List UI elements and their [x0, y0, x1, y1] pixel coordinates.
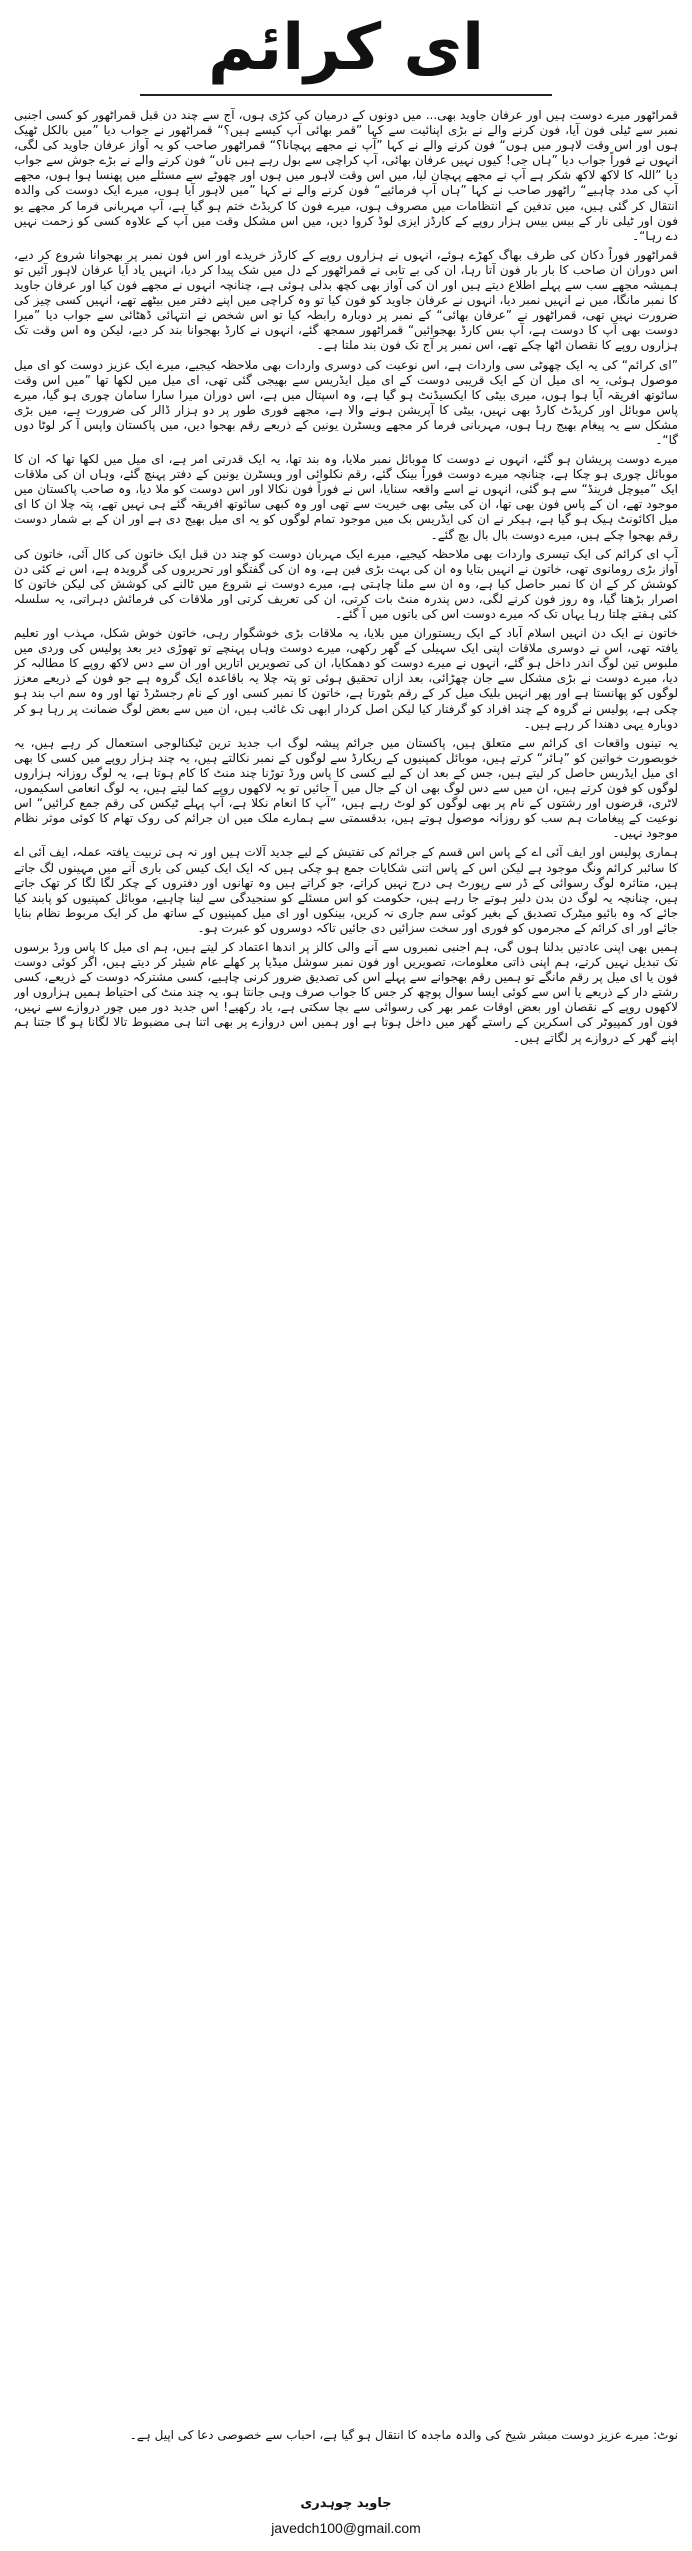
article-paragraph: میرے دوست پریشان ہو گئے، انہوں نے دوست کا موبائل نمبر ملایا، وہ بند تھا، یہ ایک قدرتی امر ہے، ای میل میں لکھا تھا کہ ان کا موبائل چوری ہو چکا ہے، چنانچہ میرے دوست فوراً بینک گئے، رقم نکلوائی اور ویسٹرن یونین کے دفتر پہنچ گئے، وہاں ان کی ملاقات ایک ”میوچل فرینڈ“ سے ہو گئی، انہوں نے اسے واقعہ سنایا، اس نے فوراً فون نکالا اور اس دوست کو ملا دیا، وہ صاحب پاکستان میں موجود تھے، ان کے پاس فون بھی تھا، ان کی بیٹی بھی خیریت سے تھی اور وہ کبھی سائوتھ افریقہ گئے ہی نہیں تھے، پتہ چلا ان کا ای میل اکائونٹ ہیک ہو گیا ہے، ہیکر نے ان کی ایڈریس بک میں موجود تمام لوگوں کو یہ ای میل بھیج دی ہے اور ان کے بے شمار دوست رقم بھجوا چکے ہیں، میرے دوست بال بال بچ گئے۔: [14, 452, 678, 542]
article-paragraph: ”ای کرائم“ کی یہ ایک چھوٹی سی واردات ہے، اس نوعیت کی دوسری واردات بھی ملاحظہ کیجیے، میرے ایک عزیز دوست کو ای میل موصول ہوئی، یہ ای میل ان کے ایک قریبی دوست کے ای میل ایڈریس سے بھیجی گئی تھی، ای میل میں لکھا تھا ”میں اس وقت سائوتھ افریقہ آیا ہوا ہوں، میری بیٹی کا ایکسیڈنٹ ہو گیا ہے، وہ اسپتال میں ہے، اس دوران میرا سارا سامان چوری ہو گیا، میرے پاس موبائل اور کریڈٹ کارڈ بھی نہیں، بیٹی کا آپریشن ہونے والا ہے، مجھے فوری طور پر دو ہزار ڈالر کی ضرورت ہے، میں بڑی مشکل سے یہ پیغام بھیج رہا ہوں، مہربانی فرما کر مجھے ویسٹرن یونین کے ذریعے رقم بھجوا دیں، میں پاکستان واپس آ کر لوٹا دوں گا“۔: [14, 357, 678, 447]
footer-note: نوٹ: میرے عزیز دوست مبشر شیخ کی والدہ ماجدہ کا انتقال ہو گیا ہے، احباب سے خصوصی دعا کی اپیل ہے۔: [129, 2428, 678, 2442]
article-paragraph: ہمیں بھی اپنی عادتیں بدلنا ہوں گی، ہم اجنبی نمبروں سے آنے والی کالز پر اندھا اعتماد کر لیتے ہیں، ہم ای میل کا پاس ورڈ برسوں تک تبدیل نہیں کرتے، ہم اپنی ذاتی معلومات، تصویریں اور فون نمبر سوشل میڈیا پر کھلے عام شیئر کر دیتے ہیں، اگر کوئی دوست فون یا ای میل پر رقم مانگے تو ہمیں رقم بھجوانے سے پہلے اس کی تصدیق ضرور کرنی چاہیے، کسی مشترکہ دوست کے ذریعے، کسی رشتے دار کے ذریعے یا اس سے کوئی ایسا سوال پوچھ کر جس کا جواب صرف وہی جانتا ہو، یہ چند منٹ کی احتیاط ہمیں ہزاروں اور لاکھوں روپے کے نقصان اور بعض اوقات عمر بھر کی رسوائی سے بچا سکتی ہے، یاد رکھیے! اس جدید دور میں چور دروازے سے نہیں، فون اور کمپیوٹر کی اسکرین کے راستے گھر میں داخل ہوتا ہے اور ہمیں اس دروازے پر بھی اتنا ہی مضبوط تالا لگانا ہو گا جتنا ہم اپنے گھر کے دروازے پر لگاتے ہیں۔: [14, 939, 678, 1045]
article-paragraph: خاتون نے ایک دن انہیں اسلام آباد کے ایک ریستوران میں بلایا، یہ ملاقات بڑی خوشگوار رہی، خاتون خوش شکل، مہذب اور تعلیم یافتہ تھی، اس نے دوسری ملاقات اپنی ایک سہیلی کے گھر رکھی، میرے دوست وہاں پہنچے تو تھوڑی دیر بعد پولیس کی وردی میں ملبوس تین لوگ اندر داخل ہو گئے، انہوں نے میرے دوست کو دھمکایا، ان کی تصویریں اتاریں اور ان سے دس لاکھ روپے کا مطالبہ کر دیا، میرے دوست نے بڑی مشکل سے جان چھڑائی، بعد ازاں تحقیق ہوئی تو پتہ چلا یہ باقاعدہ ایک گروہ ہے جو فون کے ذریعے معزز لوگوں کو پھانستا ہے اور پھر انہیں بلیک میل کر کے رقم بٹورتا ہے، خاتون کا نمبر کسی اور کے نام رجسٹرڈ تھا اور وہ سم اب بند ہو چکی ہے، پولیس نے گروہ کے چند افراد کو گرفتار کیا لیکن اصل کردار ابھی تک غائب ہیں، ان میں سے بعض لوگ ضمانت پر رہا ہو کر دوبارہ یہی دھندا کر رہے ہیں۔: [14, 626, 678, 731]
article-body: [14, 108, 678, 2418]
article-paragraph: قمراٹھور فوراً دکان کی طرف بھاگ کھڑے ہوئے، انہوں نے ہزاروں روپے کے کارڈز خریدے اور اس فون نمبر پر بھجوانا شروع کر دیے، اس دوران ان صاحب کا بار بار فون آتا رہا، ان کی بے تابی نے قمراٹھور کے دل میں شک پیدا کر دیا، انہیں یاد آیا عرفان لاہور آئیں تو ہمیشہ مجھے سب سے پہلے اطلاع دیتے ہیں اور ان کی آواز بھی کچھ بدلی ہوئی ہے، چنانچہ انہوں نے مجھے فون کیا اور عرفان جاوید کا نمبر مانگا، میں نے انہیں نمبر دیا، انہوں نے عرفان جاوید کو فون کیا تو وہ کراچی میں اپنے دفتر میں بیٹھے تھے، انہیں کسی چیز کی ضرورت نہیں تھی، قمراٹھور نے ”عرفان بھائی“ کے نمبر پر دوبارہ رابطہ کیا تو اس شخص نے انتہائی ڈھٹائی سے جواب دیا ”میرا دوست بھی آپ کا دوست ہے، آپ بس کارڈ بھجوائیں“ قمراٹھور سمجھ گئے، انہوں نے کارڈ بھجوانا بند کر دیے، لیکن وہ اس وقت تک ہزاروں روپے کا نقصان اٹھا چکے تھے، اس نمبر پر آج تک فون بند ملتا ہے۔: [14, 247, 678, 353]
title-underline: [140, 94, 552, 96]
column-header: [0, 0, 692, 98]
author-email[interactable]: javedch100@gmail.com: [271, 2520, 421, 2536]
article-paragraph: ہماری پولیس اور ایف آئی اے کے پاس اس قسم کے جرائم کی تفتیش کے لیے جدید آلات ہیں اور نہ ہی تربیت یافتہ عملہ، ایف آئی اے کا سائبر کرائم ونگ موجود ہے لیکن اس کے پاس اتنی شکایات جمع ہو چکی ہیں کہ ایک ایک کیس کی باری آنے میں مہینوں لگ جاتے ہیں، متاثرہ لوگ رسوائی کے ڈر سے رپورٹ ہی درج نہیں کراتے، جو کراتے ہیں وہ تھانوں اور دفتروں کے چکر لگا لگا کر تھک جاتے ہیں، چنانچہ یہ لوگ دن بدن دلیر ہوتے جا رہے ہیں، حکومت کو اس مسئلے کو سنجیدگی سے لینا چاہیے، موبائل کمپنیوں کو پابند کیا جائے کہ وہ بائیو میٹرک تصدیق کے بغیر کوئی سم جاری نہ کریں، بینکوں اور ای میل کمپنیوں کے ساتھ مل کر ایک مربوط نظام بنایا جائے اور ای کرائم کے مجرموں کو فوری اور سخت سزائیں دی جائیں تاکہ دوسروں کو عبرت ہو۔: [14, 845, 678, 935]
article-paragraph: آپ ای کرائم کی ایک تیسری واردات بھی ملاحظہ کیجیے، میرے ایک مہربان دوست کو چند دن قبل ایک خاتون کی کال آئی، خاتون کی آواز بڑی رومانوی تھی، خاتون نے انہیں بتایا وہ ان کی بہت بڑی فین ہے، وہ ان کی گفتگو اور تحریروں کی گرویدہ ہے، اس نے کئی دن کوشش کر کے ان کا نمبر حاصل کیا ہے، وہ ان سے ملنا چاہتی ہے، میرے دوست نے شروع میں ٹالنے کی کوشش کی لیکن خاتون کا اصرار بڑھتا گیا، وہ روز فون کرنے لگی، دس پندرہ منٹ بات کرتی، ان کی تعریف کرتی اور ملاقات کی فرمائش دہراتی، یہ سلسلہ کئی ہفتے چلتا رہا یہاں تک کہ میرے دوست اس کی باتوں میں آ گئے۔: [14, 546, 678, 621]
author-name: جاوید چوہدری: [300, 2496, 392, 2511]
column-title: ای کرائم: [207, 11, 485, 85]
article-paragraph: قمراٹھور میرے دوست ہیں اور عرفان جاوید بھی... میں دونوں کے درمیان کی کڑی ہوں، آج سے چند دن قبل قمراٹھور کو کسی اجنبی نمبر سے ٹیلی فون آیا، فون کرنے والے نے بڑی اپنائیت سے کہا ”قمر بھائی آپ کیسے ہیں؟“ قمراٹھور نے جواب دیا ”میں بالکل ٹھیک ہوں اور اس وقت لاہور میں ہوں“ فون کرنے والے نے کہا ”آپ نے مجھے پہچانا؟“ قمراٹھور صاحب کو یہ آواز عرفان جاوید کی لگی، انہوں نے فوراً جواب دیا ”ہاں جی! کیوں نہیں عرفان بھائی، آپ کراچی سے بول رہے ہیں ناں“ فون کرنے والے نے بڑے جوش سے جواب دیا ”اللہ کا لاکھ لاکھ شکر ہے آپ نے مجھے پہچان لیا، میں اس وقت لاہور میں ہوں اور چھوٹے سے مسئلے میں پھنسا ہوا ہوں، مجھے آپ کی مدد چاہیے“ راٹھور صاحب نے کہا ”ہاں آپ فرمائیے“ فون کرنے والے نے کہا ”میں لاہور آیا ہوں، میرے ایک دوست کی والدہ انتقال کر گئی ہیں، میں تدفین کے انتظامات میں مصروف ہوں، میرے فون کا کریڈٹ ختم ہو گیا ہے، آپ مہربانی فرما کر مجھے یو فون اور ٹیلی نار کے بیس بیس ہزار روپے کے کارڈز ایزی لوڈ کروا دیں، میں اس مشکل وقت میں آپ کے علاوہ کسی کو زحمت نہیں دے رہا“۔: [14, 108, 678, 243]
article-paragraph: یہ تینوں واقعات ای کرائم سے متعلق ہیں، پاکستان میں جرائم پیشہ لوگ اب جدید ترین ٹیکنالوجی استعمال کر رہے ہیں، یہ خوبصورت خواتین کو ”ہائر“ کرتے ہیں، موبائل کمپنیوں کے ریکارڈ سے لوگوں کے نمبر نکالتے ہیں، یہ چند ہزار روپے میں کسی کا بھی ای میل ایڈریس حاصل کر لیتے ہیں، جس کے بعد ان کے لیے کسی کا پاس ورڈ توڑنا چند منٹ کا کام ہوتا ہے، یہ لوگ روزانہ ہزاروں لوگوں کو فون کرتے ہیں، ان میں سے دس لوگ بھی ان کے جال میں آ جائیں تو یہ لاکھوں روپے کما لیتے ہیں، یہ لوگ انعامی اسکیموں، لاٹری، قرضوں اور رشتوں کے نام پر بھی لوگوں کو لوٹ رہے ہیں، ”آپ کا انعام نکلا ہے، آپ پہلے ٹیکس کی رقم جمع کرائیں“ اس نوعیت کے پیغامات ہم سب کو روزانہ موصول ہوتے ہیں، بدقسمتی سے ہمارے ملک میں ان جرائم کی روک تھام کا کوئی موثر نظام موجود نہیں۔: [14, 735, 678, 841]
column-footer: [14, 2428, 678, 2546]
